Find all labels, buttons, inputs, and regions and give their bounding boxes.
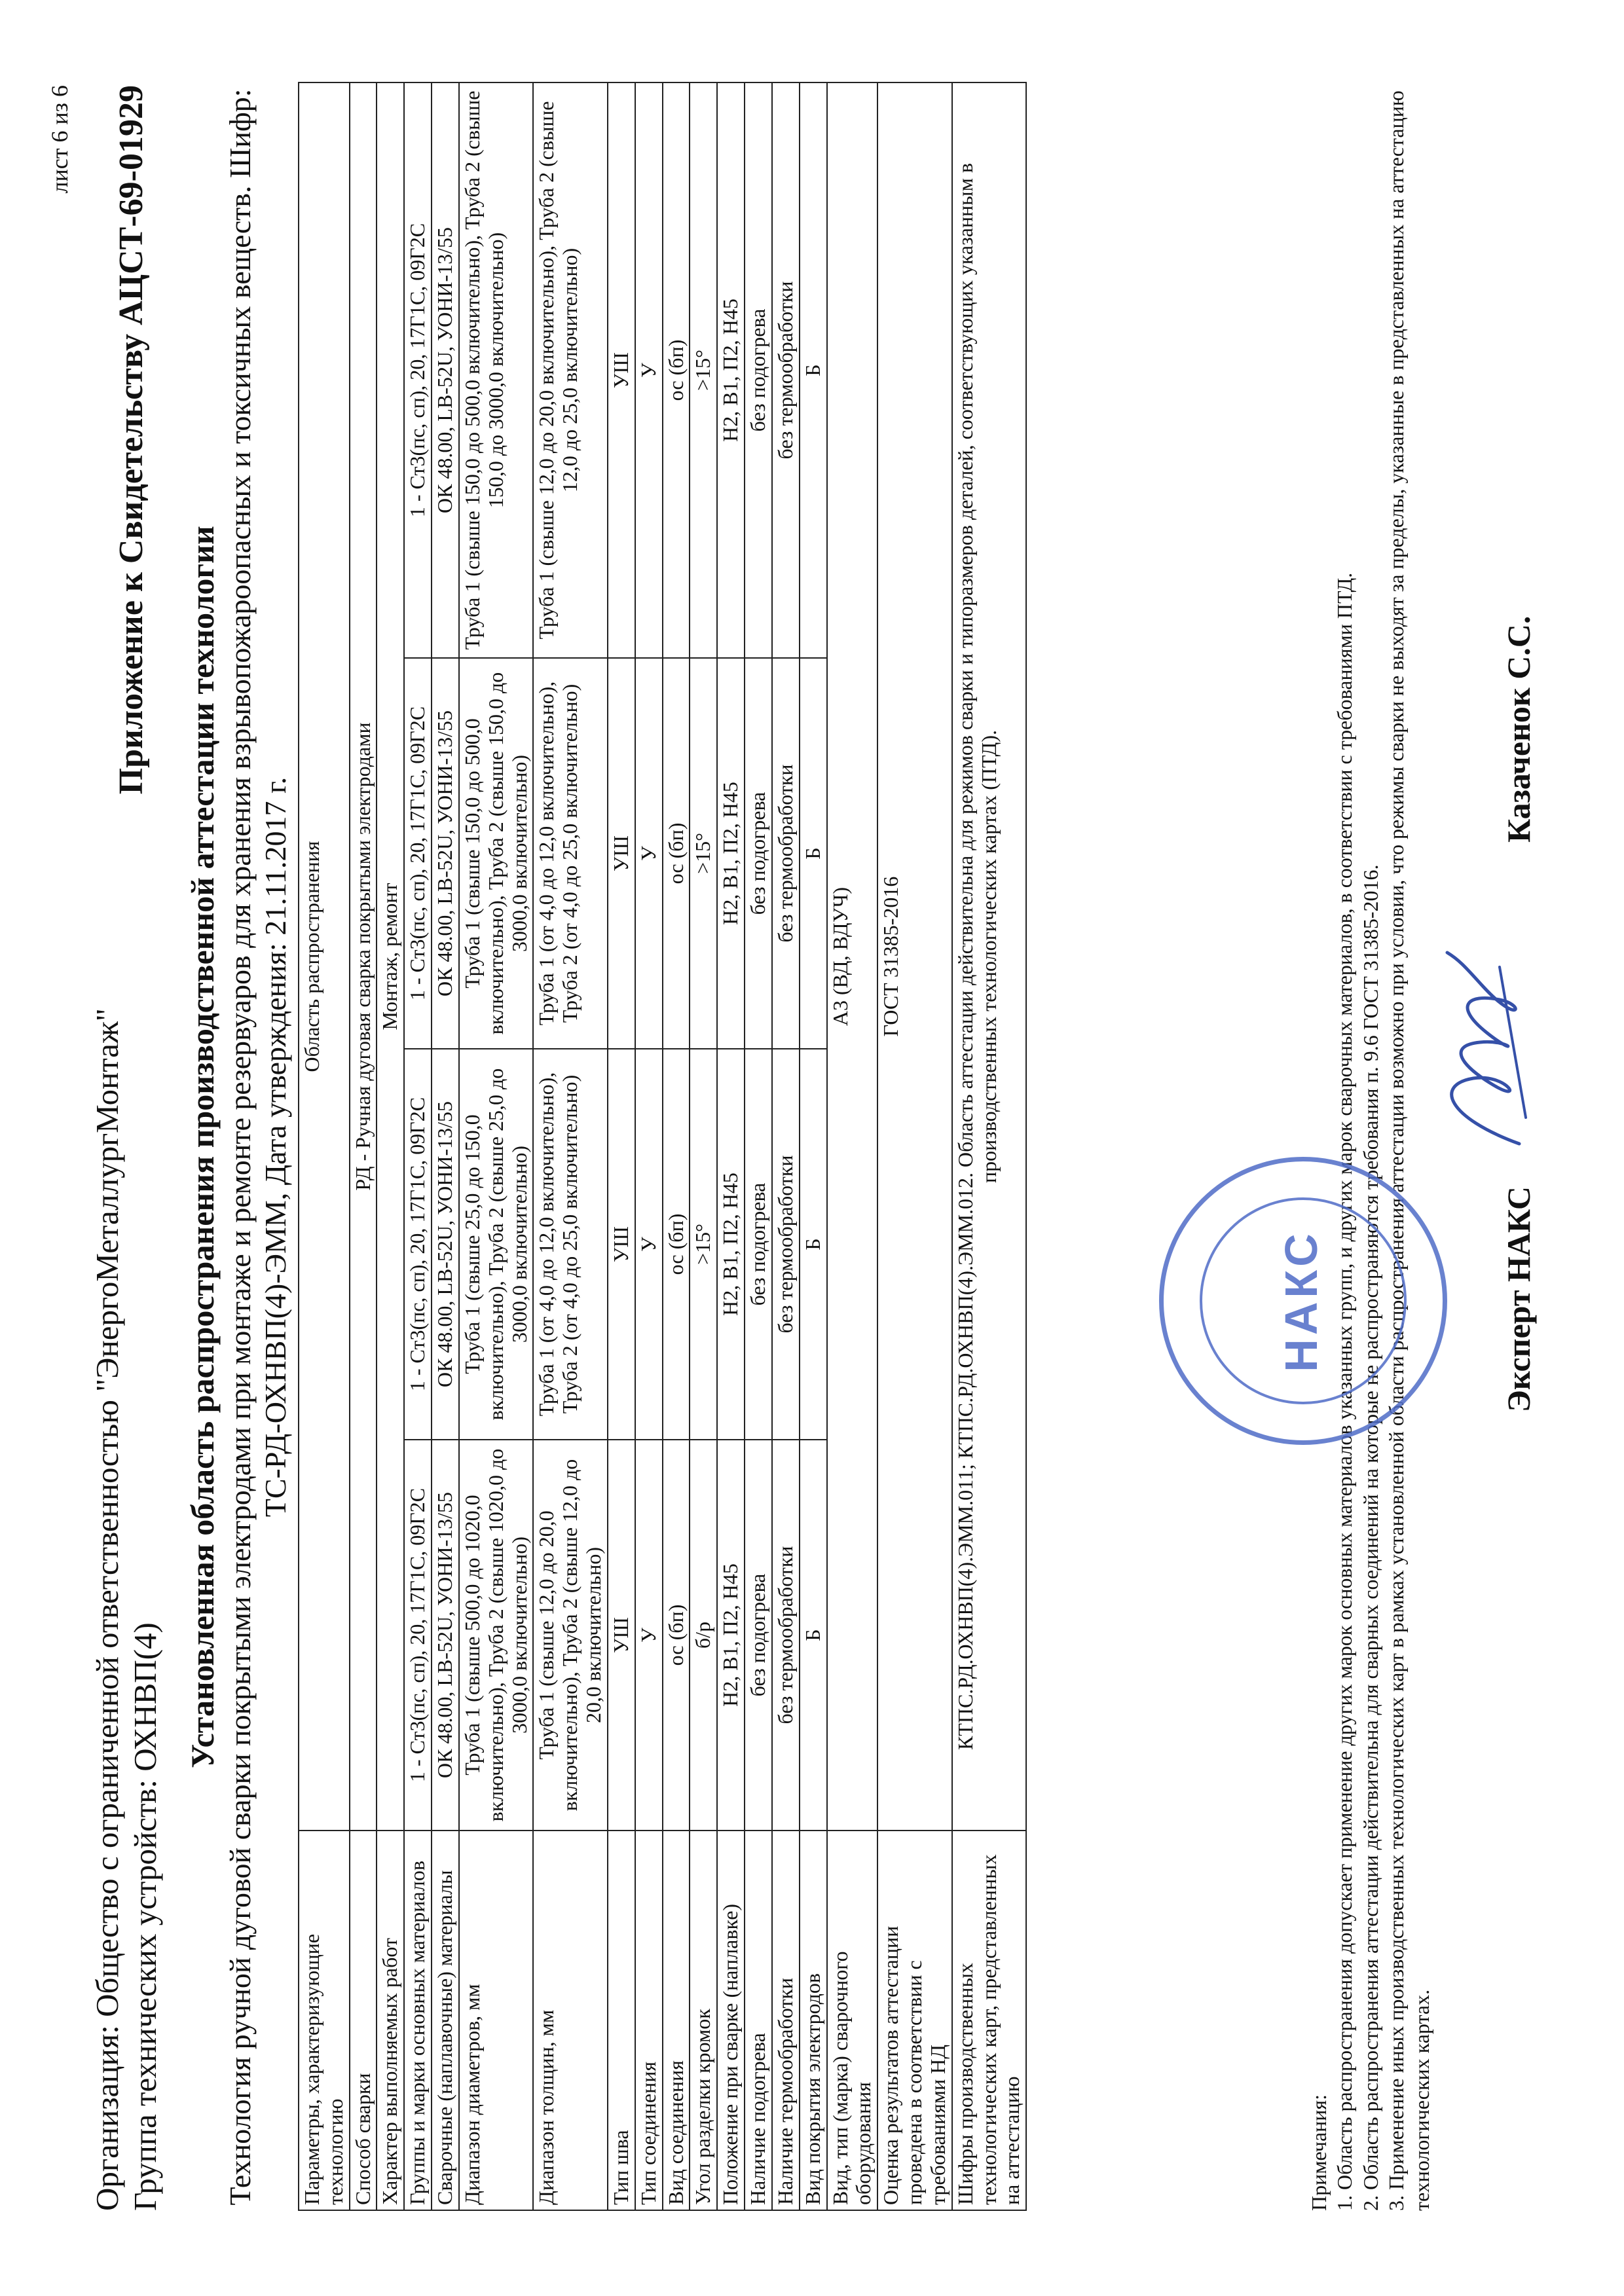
stamp-center-text: НАКС	[1276, 1230, 1327, 1372]
table-header-row	[299, 82, 350, 2210]
row-label: Вид, тип (марка) сварочного оборудования	[827, 1831, 878, 2210]
row-value: УШ	[608, 658, 635, 1049]
table-row	[404, 82, 432, 2210]
row-value: Труба 1 (свыше 150,0 до 500,0 включительно), Труба 2 (свыше 150,0 до 3000,0 включительно)	[459, 658, 533, 1049]
sheet-number: лист 6 из 6	[46, 85, 73, 194]
row-value: ГОСТ 31385-2016	[877, 82, 951, 1831]
row-value: >15°	[690, 82, 717, 658]
appendix-title: Приложение к Свидетельству АЦСТ-69-01929	[113, 85, 150, 795]
row-label: Характер выполняемых работ	[377, 1831, 404, 2210]
row-value: без подогрева	[745, 1440, 772, 1831]
table-row	[459, 82, 533, 2210]
row-label: Диапазон толщин, мм	[533, 1831, 607, 2210]
table-row	[350, 82, 377, 2210]
table-row	[772, 82, 800, 2210]
note-item: 2. Область распространения аттестации действительна для сварных соединений на которые не распространяются требования п. 9.6 ГОСТ 31385-2016.	[1358, 864, 1382, 2211]
row-value: РД - Ручная дуговая сварка покрытыми электродами	[350, 82, 377, 1831]
row-value: без термообработки	[772, 82, 800, 658]
row-value: Б	[800, 1440, 827, 1831]
row-label: Тип шва	[608, 1831, 635, 2210]
row-label: Шифры производственных технологических карт, представленных на аттестацию	[952, 1831, 1026, 2210]
scope-table	[298, 82, 1027, 2211]
row-label: Сварочные (наплавочные) материалы	[432, 1831, 459, 2210]
row-value: без подогрева	[745, 658, 772, 1049]
row-label: Диапазон диаметров, мм	[459, 1831, 533, 2210]
row-label: Группы и марки основных материалов	[404, 1831, 432, 2210]
document-title: Установленная область распространения производственной аттестации технологии	[184, 526, 221, 1768]
row-value: УШ	[608, 82, 635, 658]
row-value: без термообработки	[772, 1049, 800, 1440]
row-label: Наличие подогрева	[745, 1831, 772, 2210]
row-value: У	[635, 1440, 663, 1831]
row-value: 1 - Ст3(пс, сп), 20, 17Г1С, 09Г2С	[404, 658, 432, 1049]
technology-description: Технология ручной дуговой сварки покрытыми электродами при монтаже и ремонте резервуаров для хранения взрывопожароопасных и токсичных веществ. Шифр: ТС-РД-ОХНВП(4)-ЭММ, Дата утверждения: 21.11.2017 г.	[223, 88, 293, 2206]
note-item: 1. Область распространения допускает применение других марок основных материалов указанных групп, и других марок сварочных материалов, в соответствии с требованиями ПТД.	[1333, 572, 1357, 2211]
row-label: Угол разделки кромок	[690, 1831, 717, 2210]
row-value: ОК 48.00, LB-52U, УОНИ-13/55	[432, 1049, 459, 1440]
row-value: >15°	[690, 658, 717, 1049]
notes-heading: Примечания:	[1307, 2094, 1331, 2211]
table-row	[635, 82, 663, 2210]
table-row	[827, 82, 878, 2210]
row-label: Вид покрытия электродов	[800, 1831, 827, 2210]
table-row	[952, 82, 1026, 2210]
signature-icon	[1421, 947, 1545, 1157]
row-value: без подогрева	[745, 1049, 772, 1440]
row-value: >15°	[690, 1049, 717, 1440]
row-value: Монтаж, ремонт	[377, 82, 404, 1831]
row-label: Оценка результатов аттестации проведена в соответствии с требованиями НД	[877, 1831, 951, 2210]
table-header-cell: Область распространения	[299, 82, 350, 1831]
row-value: без термообработки	[772, 1440, 800, 1831]
row-value: Труба 1 (свыше 500,0 до 1020,0 включительно), Труба 2 (свыше 1020,0 до 3000,0 включительно)	[459, 1440, 533, 1831]
organization-block	[88, 1008, 164, 2211]
row-label: Вид соединения	[663, 1831, 690, 2210]
device-group-line: Группа технических устройств: ОХНВП(4)	[126, 1622, 163, 2211]
row-value: Труба 1 (свыше 12,0 до 20,0 включительно), Труба 2 (свыше 12,0 до 25,0 включительно)	[533, 82, 607, 658]
expert-name: Казаченок С.С.	[1500, 615, 1537, 843]
row-value: КТПС.РД.ОХНВП(4).ЭММ.011; КТПС.РД.ОХНВП(4).ЭММ.012. Область аттестации действительна для режимов сварки и типоразмеров деталей, соответствующих указанным в производственных технологических картах (ПТД).	[952, 82, 1026, 1831]
row-value: Труба 1 (свыше 12,0 до 20,0 включительно), Труба 2 (свыше 12,0 до 20,0 включительно)	[533, 1440, 607, 1831]
row-value: б/р	[690, 1440, 717, 1831]
row-value: без термообработки	[772, 658, 800, 1049]
table-row	[877, 82, 951, 2210]
row-value: ос (бп)	[663, 82, 690, 658]
row-value: 1 - Ст3(пс, сп), 20, 17Г1С, 09Г2С	[404, 82, 432, 658]
row-value: А3 (ВД, ВДУЧ)	[827, 82, 878, 1831]
row-value: Труба 1 (свыше 150,0 до 500,0 включительно), Труба 2 (свыше 150,0 до 3000,0 включительно)	[459, 82, 533, 658]
row-value: У	[635, 1049, 663, 1440]
row-value: без подогрева	[745, 82, 772, 658]
row-value: Труба 1 (свыше 25,0 до 150,0 включительно), Труба 2 (свыше 25,0 до 3000,0 включительно)	[459, 1049, 533, 1440]
row-value: Н2, В1, П2, Н45	[717, 82, 745, 658]
expert-label: Эксперт НАКС	[1500, 1186, 1537, 1412]
row-value: ос (бп)	[663, 1049, 690, 1440]
table-row	[663, 82, 690, 2210]
table-row	[745, 82, 772, 2210]
organization-line: Организация: Общество с ограниченной ответственностью "ЭнергоМеталлургМонтаж"	[89, 1008, 125, 2211]
row-value: Б	[800, 82, 827, 658]
notes-block	[1306, 83, 1435, 2211]
row-label: Положение при сварке (наплавке)	[717, 1831, 745, 2210]
table-row	[608, 82, 635, 2210]
row-value: ос (бп)	[663, 658, 690, 1049]
row-value: У	[635, 658, 663, 1049]
table-row	[533, 82, 607, 2210]
row-value: У	[635, 82, 663, 658]
row-label: Наличие термообработки	[772, 1831, 800, 2210]
row-value: УШ	[608, 1049, 635, 1440]
row-value: 1 - Ст3(пс, сп), 20, 17Г1С, 09Г2С	[404, 1440, 432, 1831]
naks-stamp-icon	[1159, 1157, 1447, 1445]
row-label: Тип соединения	[635, 1831, 663, 2210]
table-row	[717, 82, 745, 2210]
table-row	[800, 82, 827, 2210]
row-value: Б	[800, 658, 827, 1049]
note-item: 3. Применение иных производственных технологических карт в рамках установленной области распространения аттестации возможно при условии, что режимы сварки не выходят за пределы, указанные в представленных на аттестацию технологических картах.	[1384, 90, 1434, 2211]
table-row	[432, 82, 459, 2210]
row-value: УШ	[608, 1440, 635, 1831]
table-row	[377, 82, 404, 2210]
row-value: 1 - Ст3(пс, сп), 20, 17Г1С, 09Г2С	[404, 1049, 432, 1440]
table-header-cell: Параметры, характеризующие технологию	[299, 1831, 350, 2210]
row-value: Труба 1 (от 4,0 до 12,0 включительно), Труба 2 (от 4,0 до 25,0 включительно)	[533, 1049, 607, 1440]
row-value: Н2, В1, П2, Н45	[717, 1440, 745, 1831]
row-value: ОК 48.00, LB-52U, УОНИ-13/55	[432, 1440, 459, 1831]
row-value: Н2, В1, П2, Н45	[717, 1049, 745, 1440]
row-value: ОК 48.00, LB-52U, УОНИ-13/55	[432, 658, 459, 1049]
row-value: ос (бп)	[663, 1440, 690, 1831]
row-value: ОК 48.00, LB-52U, УОНИ-13/55	[432, 82, 459, 658]
row-label: Способ сварки	[350, 1831, 377, 2210]
row-value: Труба 1 (от 4,0 до 12,0 включительно), Труба 2 (от 4,0 до 25,0 включительно)	[533, 658, 607, 1049]
row-value: Н2, В1, П2, Н45	[717, 658, 745, 1049]
table-row	[690, 82, 717, 2210]
row-value: Б	[800, 1049, 827, 1440]
